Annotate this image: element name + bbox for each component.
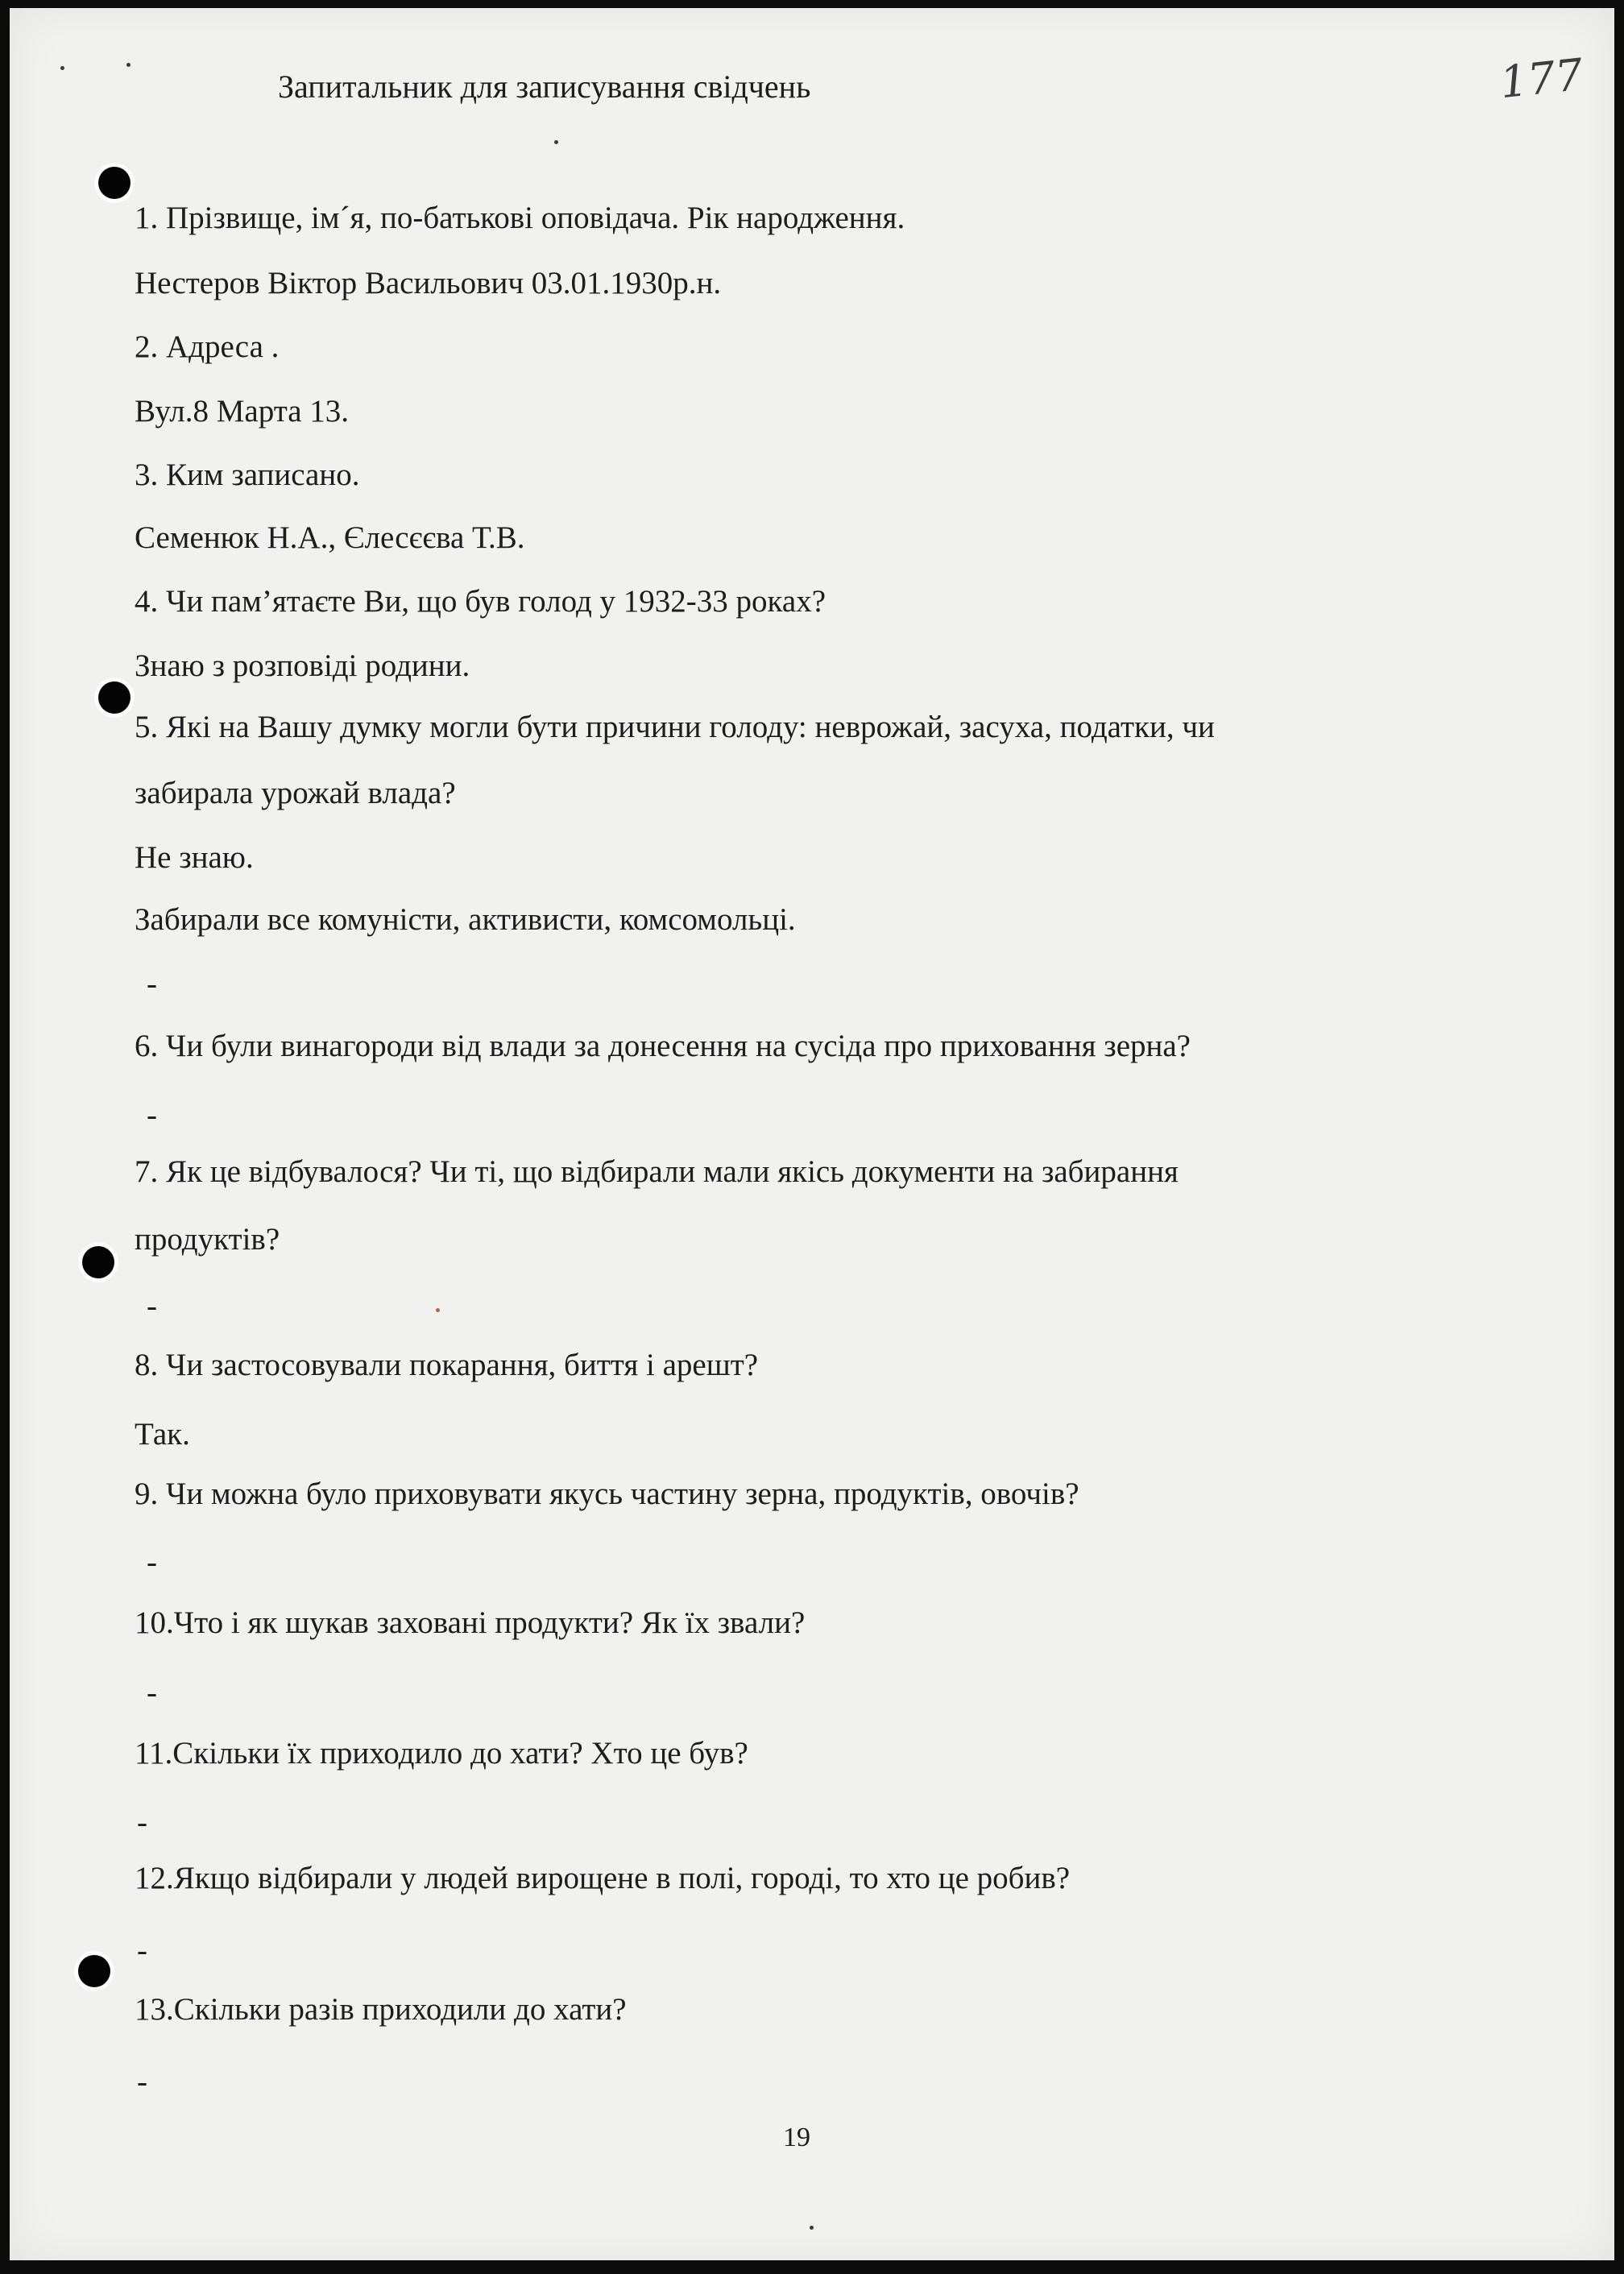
question-12: 12.Якщо відбирали у людей вирощене в полі, городі, то хто це робив? [135, 1861, 1071, 1895]
question-5-line-2: забирала урожай влада? [135, 776, 456, 810]
question-1: 1. Прізвище, ім´я, по-батькові оповідача. Рік народження. [135, 201, 905, 235]
answer-dash: - [147, 1289, 157, 1323]
document-page [10, 8, 1614, 2260]
punch-hole [82, 1246, 114, 1278]
answer-8: Так. [135, 1417, 190, 1452]
question-8: 8. Чи застосовували покарання, биття і арешт? [135, 1348, 759, 1382]
question-11: 11.Скільки їх приходило до хати? Хто це був? [135, 1736, 748, 1771]
question-3: 3. Ким записано. [135, 458, 360, 492]
scan-speck [60, 66, 64, 70]
question-6: 6. Чи були винагороди від влади за донесення на сусіда про приховання зерна? [135, 1029, 1191, 1063]
answer-1: Нестеров Віктор Васильович 03.01.1930р.н. [135, 266, 722, 300]
answer-3: Семенюк Н.А., Єлесєєва Т.В. [135, 520, 525, 555]
answer-5-line-2: Забирали все комуністи, активисти, комсомольці. [135, 902, 796, 937]
question-7-line-2: продуктів? [135, 1222, 280, 1257]
question-7-line-1: 7. Як це відбувалося? Чи ті, що відбирали мали якісь документи на забирання [135, 1154, 1179, 1189]
scan-speck [126, 63, 130, 67]
question-10: 10.Что і як шукав заховані продукти? Як їх звали? [135, 1605, 806, 1640]
page-number: 19 [783, 2123, 810, 2152]
question-9: 9. Чи можна було приховувати якусь частину зерна, продуктів, овочів? [135, 1477, 1079, 1511]
answer-dash: - [137, 1933, 147, 1968]
handwritten-folio-number: 177 [1497, 48, 1586, 109]
answer-dash: - [147, 1545, 157, 1580]
punch-hole [98, 167, 130, 199]
answer-dash: - [137, 1805, 147, 1840]
punch-hole [98, 681, 130, 714]
punch-hole [78, 1955, 110, 1987]
answer-dash: - [147, 1098, 157, 1133]
answer-dash: - [147, 1675, 157, 1710]
scan-speck [436, 1308, 440, 1312]
answer-dash: - [147, 967, 157, 1001]
answer-4: Знаю з розповіді родини. [135, 648, 470, 683]
answer-dash: - [137, 2065, 147, 2099]
answer-2: Вул.8 Марта 13. [135, 394, 350, 429]
question-4: 4. Чи пам’ятаєте Ви, що був голод у 1932-33 роках? [135, 584, 826, 619]
question-2: 2. Адреса . [135, 329, 280, 364]
answer-5-line-1: Не знаю. [135, 840, 254, 875]
question-5-line-1: 5. Які на Вашу думку могли бути причини голоду: неврожай, засуха, податки, чи [135, 710, 1215, 744]
scan-speck [554, 140, 558, 144]
scan-speck [810, 2226, 814, 2230]
document-title: Запитальник для записування свідчень [278, 68, 811, 105]
question-13: 13.Скільки разів приходили до хати? [135, 1992, 627, 2027]
